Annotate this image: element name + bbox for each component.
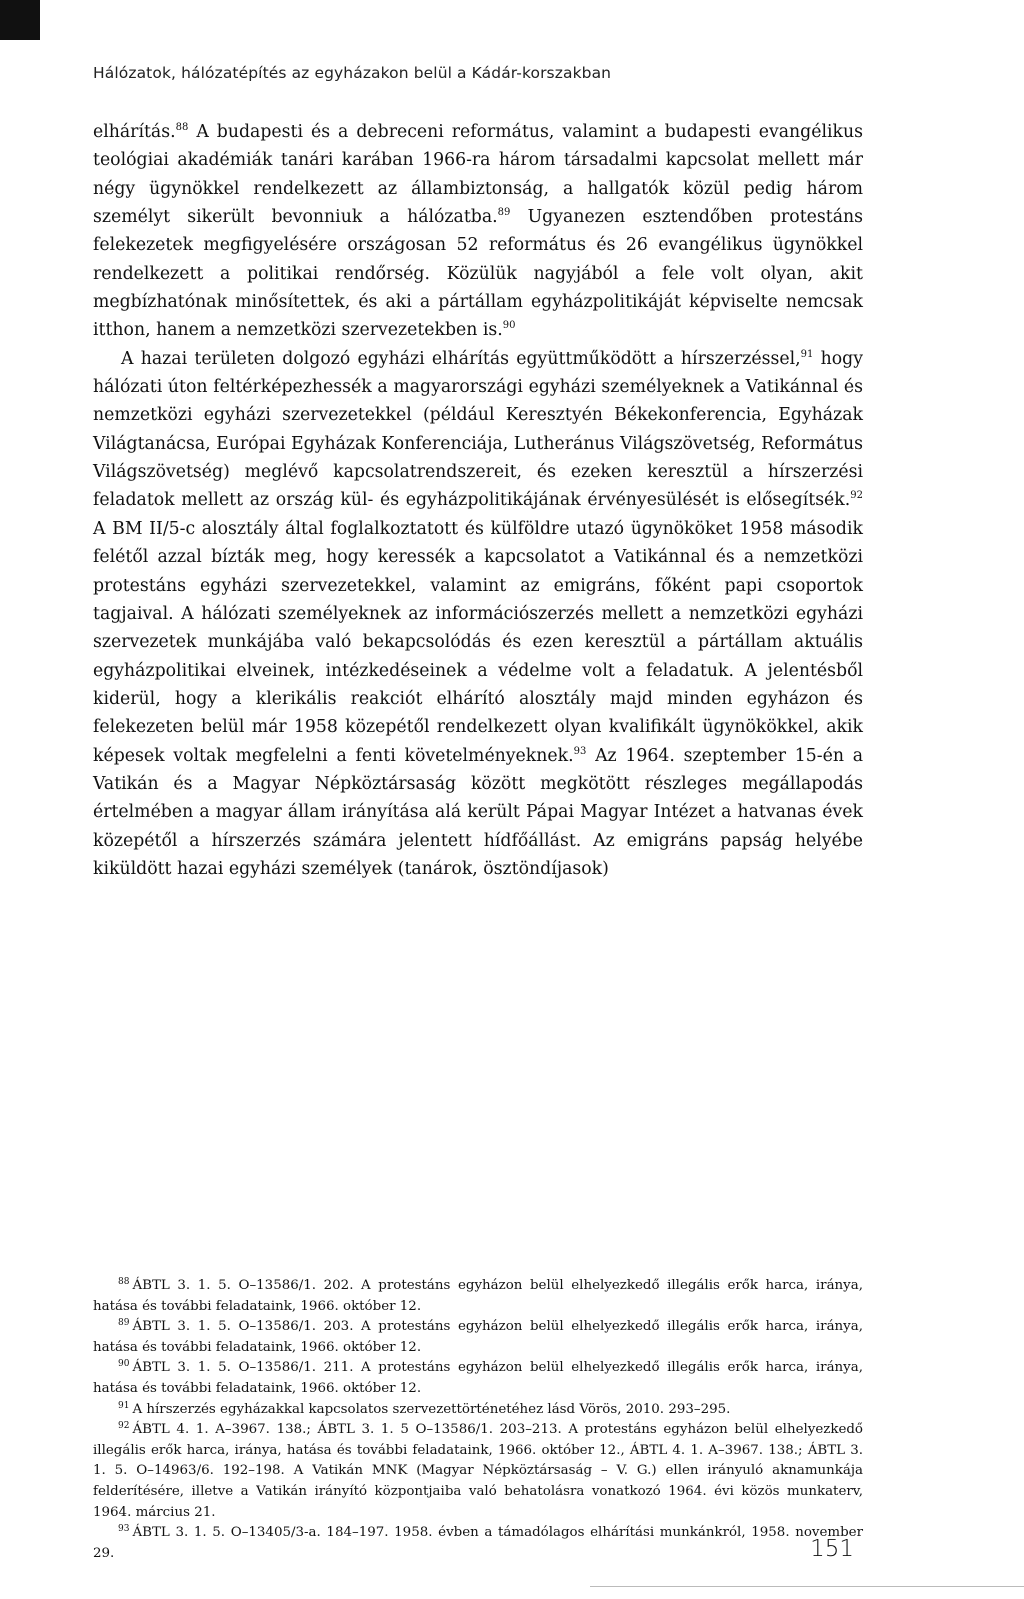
text-run: hogy hálózati úton feltérképezhessék a magyarországi egyházi személyeknek a Vatikánnal és nemzetközi egyházi szervezetekkel (például Keresztyén Békekonferencia, Egyházak Világtanácsa, Európai Egyházak Konferenciája, Lutheránus Világszövetség, Református Világszövetség) meglévő kapcsolatrendszereit, és ezeken keresztül a hírszerzési feladatok mellett az ország kül- és egyházpolitikájának érvényesülését is elősegítsék. — [93, 348, 864, 511]
footnote-text: ÁBTL 3. 1. 5. O–13586/1. 203. A protestáns egyházon belül elhelyezkedő illegális erők harca, iránya, hatása és további feladataink, 1966. október 12. — [93, 1319, 863, 1355]
text-run: A budapesti és a debreceni református, valamint a budapesti evangélikus teológiai akadémiák tanári karában 1966-ra három társadalmi kapcsolat mellett már négy ügynökkel rendelkezett az állambiztonság, a hallgatók közül pedig három személyt sikerült bevonniuk a hálózatba. — [93, 122, 863, 228]
footnote-ref[interactable]: 88 — [175, 122, 189, 133]
footnote-ref[interactable]: 89 — [497, 207, 511, 219]
text-run: A BM II/5-c alosztály által foglalkoztatott és külföldre utazó ügynököket 1958 második felétől azzal bízták meg, hogy keressék a kapcsolatot a Vatikánnal és a nemzetközi protestáns egyházi szervezetekkel, valamint az emigráns, főként papi csoportok tagjaival. A hálózati személyeknek az információszerzés mellett a nemzetközi egyházi szervezetek munkájába való bekapcsolódás és ezen keresztül a pártállam aktuális egyházpolitikai elveinek, intézkedéseinek a védelme volt a feladatuk. A jelentésből kiderül, hogy a klerikális reakciót elhárító alosztály majd minden egyházon és felekezeten belül már 1958 közepétől rendelkezett olyan kvalifikált ügynökökkel, akik képesek voltak megfelelni a fenti követelményeknek. — [93, 518, 863, 766]
footnote-number: 91 — [118, 1400, 130, 1411]
footnote-number: 92 — [118, 1421, 130, 1432]
running-header: Hálózatok, hálózatépítés az egyházakon belül a Kádár-korszakban — [93, 64, 612, 82]
text-run: Az 1964. szeptember 15-én a Vatikán és a Magyar Népköztársaság között megkötött részleges megállapodás értelmében a magyar állam irányítása alá került Pápai Magyar Intézet a hatvanas évek közepétől a hírszerzés számára jelentett hídfőállást. Az emigráns papság helyébe kiküldött hazai egyházi személyek (tanárok, ösztöndíjasok) — [93, 745, 864, 879]
page-number: 151 — [810, 1536, 854, 1562]
footnote-ref[interactable]: 93 — [573, 745, 587, 757]
footnote-93 — [93, 1523, 863, 1564]
footnotes — [93, 1276, 863, 1564]
footnote-number: 88 — [118, 1277, 130, 1287]
footnote-number: 89 — [118, 1318, 130, 1329]
text-run: Ugyanezen esztendőben protestáns felekezetek megfigyelésére országosan 52 református és 26 evangélikus ügynökkel rendelkezett a politikai rendőrség. Közülük nagyjából a fele volt olyan, akit megbízhatónak minősítettek, és aki a pártállam egyházpolitikáját képviselte nemcsak itthon, hanem a nemzetközi szervezetekben is. — [93, 207, 863, 341]
footnote-ref[interactable]: 90 — [502, 320, 516, 332]
footnote-ref[interactable]: 91 — [800, 348, 814, 360]
footnote-90 — [93, 1358, 863, 1399]
paragraph-1 — [93, 118, 863, 345]
footnote-88 — [93, 1276, 863, 1317]
footnote-ref[interactable]: 92 — [850, 490, 863, 502]
footnote-text: A hírszerzés egyházakkal kapcsolatos szervezettörténetéhez lásd Vörös, 2010. 293–295. — [132, 1401, 731, 1417]
footnote-91 — [93, 1400, 863, 1421]
footnote-number: 90 — [118, 1359, 130, 1370]
corner-mark — [0, 0, 40, 40]
footnote-number: 93 — [118, 1524, 130, 1535]
bottom-rule — [590, 1586, 1024, 1587]
footnote-text: ÁBTL 3. 1. 5. O–13586/1. 202. A protestáns egyházon belül elhelyezkedő illegális erők harca, iránya, hatása és további feladataink, 1966. október 12. — [93, 1278, 863, 1314]
footnote-text: ÁBTL 4. 1. A–3967. 138.; ÁBTL 3. 1. 5 O–13586/1. 203–213. A protestáns egyházon belül elhelyezkedő illegális erők harca, iránya, hatása és további feladataink, 1966. október 12., ÁBTL 4. 1. A–3967. 138.; ÁBTL 3. 1. 5. O–14963/6. 192–198. A Vatikán MNK (Magyar Népköztársaság – V. G.) ellen irányuló aknamunkája felderítésére, illetve a Vatikán irányító központjaiba való behatolásra vonatkozó 1964. évi közös munkaterv, 1964. március 21. — [93, 1422, 863, 1520]
text-run: elhárítás. — [93, 122, 176, 142]
body-text — [93, 118, 863, 883]
footnote-89 — [93, 1317, 863, 1358]
text-run: A hazai területen dolgozó egyházi elhárítás együttműködött a hírszerzéssel, — [121, 348, 801, 369]
footnote-text: ÁBTL 3. 1. 5. O–13586/1. 211. A protestáns egyházon belül elhelyezkedő illegális erők harca, iránya, hatása és további feladataink, 1966. október 12. — [93, 1360, 863, 1396]
footnote-92 — [93, 1420, 863, 1523]
paragraph-2 — [93, 345, 863, 884]
footnote-text: ÁBTL 3. 1. 5. O–13405/3-a. 184–197. 1958. évben a támadólagos elhárítási munkánkról, 1958. november 29. — [93, 1525, 863, 1561]
